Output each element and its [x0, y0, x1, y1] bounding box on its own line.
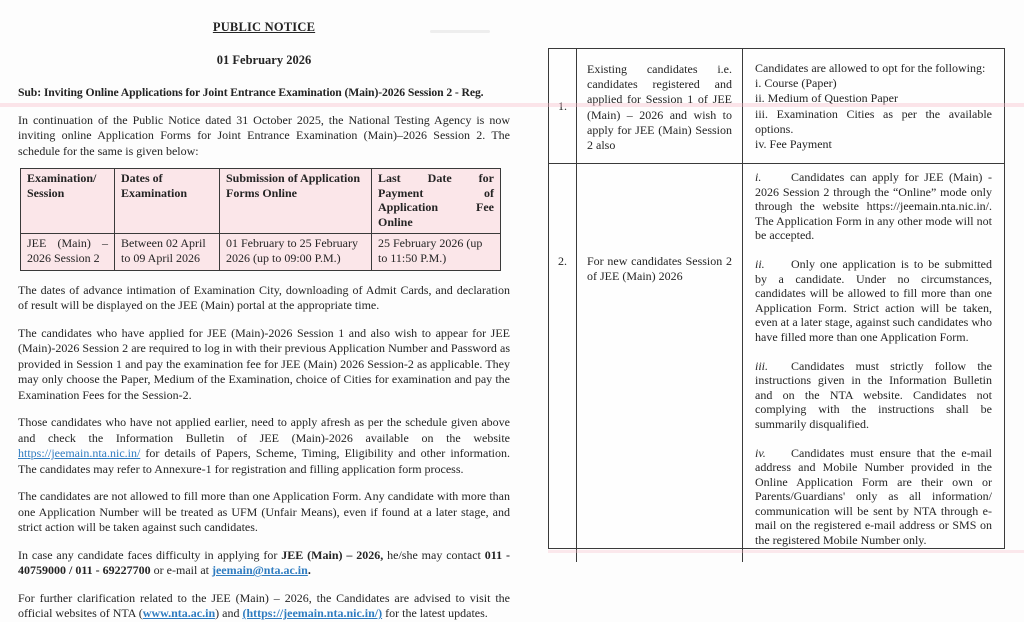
fresh-apply-text-2: for details of Papers, Scheme, Timing, Eligibility and other information. The candidates may refer to Annexure-1 for registration and filling application form process. [18, 446, 510, 476]
instructions-table [548, 48, 1005, 549]
contact-exam-name: JEE (Main) – 2026, [281, 547, 384, 562]
further-text-1: For further clarification related to the JEE (Main) – 2026, the Candidates are advised to visit the official websites of NTA ( [18, 590, 510, 621]
public-notice-document [18, 16, 510, 622]
notice-date: 01 February 2026 [216, 52, 312, 67]
option-fee: iv. Fee Payment [755, 137, 832, 152]
item-marker: i. [755, 170, 762, 184]
row-details [742, 164, 1004, 562]
fresh-apply-paragraph [18, 415, 510, 477]
instruction-item-ii [755, 257, 992, 345]
schedule-cell-dates: Between 02 April to 09 April 2026 [114, 234, 219, 269]
intro-paragraph: In continuation of the Public Notice dated 31 October 2025, the National Testing Agency is now inviting online Application Forms for Joint Entrance Examination (Main)–2026 Session 2. The schedule for the same is given below: [18, 112, 510, 158]
contact-email-link[interactable]: jeemain@nta.ac.in [211, 563, 308, 578]
contact-text-2: he/she may contact [383, 547, 485, 562]
instruction-item-i [755, 170, 992, 243]
further-text-3: for the latest updates. [382, 606, 488, 621]
schedule-header-dates: Dates of Examination [114, 169, 219, 234]
jeemain-website-link[interactable]: https://jeemain.nta.nic.in/ [18, 446, 141, 461]
option-cities: iii. Examination Cities as per the available options. [755, 106, 992, 136]
nta-website-link[interactable]: www.nta.ac.in [142, 606, 216, 621]
schedule-header-submission: Submission of Application Forms Online [219, 169, 371, 234]
item-text: Only one application is to be submitted by a candidate. Under no circumstances, candidates will be allowed to fill more than one Application Form. Strict action will be taken, even at a later stage, against such candidates who have filled more than one Application Form. [755, 256, 992, 344]
instruction-item-iv [755, 446, 992, 548]
row-number: 1. [558, 98, 567, 113]
row-details [742, 49, 1004, 163]
schedule-table [20, 168, 501, 271]
item-marker: iii. [755, 358, 769, 373]
options-intro: Candidates are allowed to opt for the following: [755, 61, 986, 75]
row-number: 2. [558, 254, 567, 268]
row-category: For new candidates Session 2 of JEE (Main) 2026 [576, 164, 742, 562]
further-text-2: ) and [215, 606, 243, 621]
jeemain-website-link-2[interactable]: (https://jeemain.nta.nic.in/) [242, 606, 383, 621]
item-text: Candidates can apply for JEE (Main) - 2026 Session 2 through the “Online” mode only through the website https://jeemain.nta.nic.in/. The Application Form in any other mode will not be accepted. [755, 170, 992, 243]
contact-text-4: . [307, 563, 311, 578]
schedule-header-exam-session: Examination/ Session [21, 169, 114, 234]
contact-paragraph [18, 548, 510, 579]
option-course: i. Course (Paper) [755, 76, 837, 91]
item-marker: iv. [755, 445, 766, 460]
row-category: Existing candidates i.e. candidates registered and applied for Session 1 of JEE (Main) – 2026 and wish to apply for JEE (Main) Session 2 also [576, 49, 742, 163]
schedule-cell-submission: 01 February to 25 February 2026 (up to 09:00 P.M.) [219, 234, 371, 269]
item-marker: ii. [755, 256, 765, 271]
dates-paragraph: The dates of advance intimation of Examination City, downloading of Admit Cards, and declaration of result will be displayed on the JEE (Main) portal at the appropriate time. [18, 282, 510, 313]
contact-phone-numbers: 011 - 40759000 / 011 - 69227700 [18, 547, 510, 578]
table-row-new-candidates [549, 164, 1004, 548]
option-medium: ii. Medium of Question Paper [755, 91, 898, 106]
contact-text-1: In case any candidate faces difficulty in applying for [18, 547, 282, 562]
table-row-existing-candidates [549, 49, 1004, 164]
fresh-apply-text-1: Those candidates who have not applied earlier, need to apply afresh as per the schedule given above and check the Information Bulletin of JEE (Main)-2026 available on the website [18, 415, 510, 445]
notice-title: PUBLIC NOTICE [212, 20, 316, 34]
schedule-header-payment: Last Date for Payment of Application Fee Online [371, 169, 500, 234]
contact-text-3: or e-mail at [150, 563, 212, 578]
instruction-item-iii [755, 359, 992, 432]
further-clarification-paragraph [18, 591, 510, 622]
existing-candidates-paragraph: The candidates who have applied for JEE (Main)-2026 Session 1 and also wish to appear for JEE (Main)-2026 Session 2 are required to log in with their previous Application Number and Password as provided in Session 1 and pay the examination fee for JEE (Main) 2026 Session-2 as applicable. They may only choose the Paper, Medium of the Examination, choice of Cities for examination and pay the Examination Fees for the Session-2. [18, 325, 510, 402]
notice-subject: Sub: Inviting Online Applications for Joint Entrance Examination (Main)-2026 Session 2 - Reg. [18, 86, 484, 99]
item-text: Candidates must strictly follow the instructions given in the Information Bulletin and on the NTA website. Candidates not complying with the instructions shall be summarily disqualified. [755, 358, 992, 431]
ufm-paragraph: The candidates are not allowed to fill more than one Application Form. Any candidate with more than one Application Number will be treated as UFM (Unfair Means), even if found at a later stage, and strict action will be taken against such candidates. [18, 489, 510, 535]
item-text: Candidates must ensure that the e-mail address and Mobile Number provided in the Online Application Form are their own or Parents/Guardians' only as all information/ communication will be sent by NTA through e-mail on the registered e-mail address or SMS on the registered Mobile Number only. [755, 445, 992, 548]
schedule-cell-payment: 25 February 2026 (up to 11:50 P.M.) [371, 234, 500, 269]
schedule-cell-exam-session: JEE (Main) – 2026 Session 2 [27, 236, 108, 265]
